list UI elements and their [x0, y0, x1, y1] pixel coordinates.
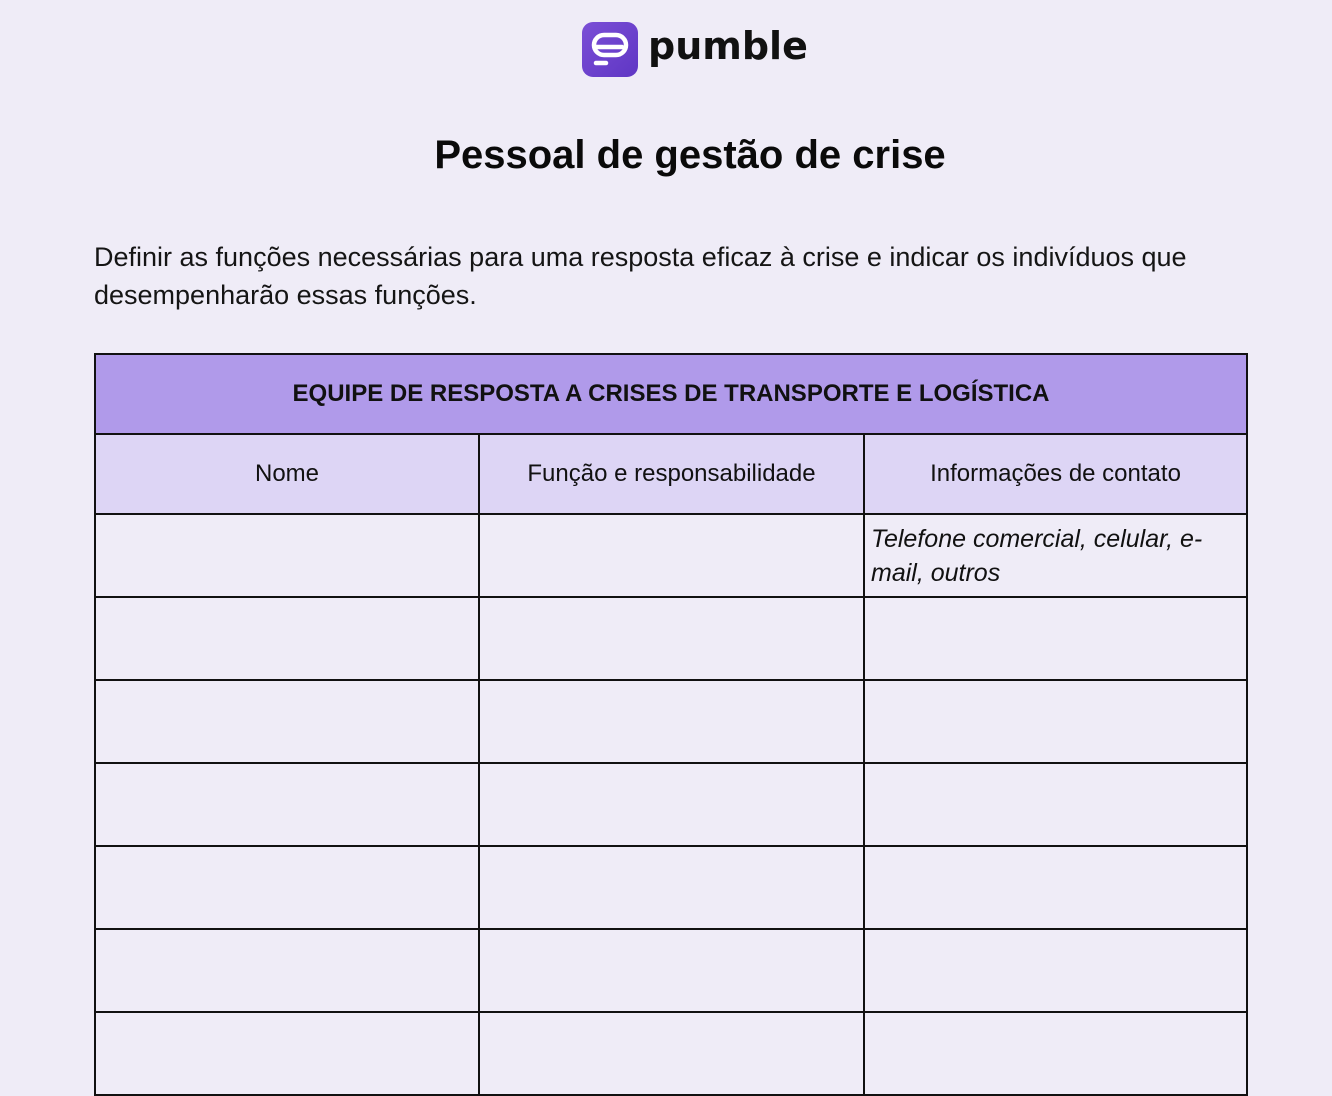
contact-cell[interactable] — [864, 514, 1247, 597]
role-cell[interactable] — [479, 514, 864, 597]
name-cell[interactable] — [95, 929, 479, 1012]
column-header-name: Nome — [95, 434, 479, 514]
name-cell[interactable] — [95, 846, 479, 929]
table-row — [95, 929, 1247, 1012]
column-header-role: Função e responsabilidade — [479, 434, 864, 514]
contact-cell[interactable] — [864, 846, 1247, 929]
crisis-team-table — [94, 353, 1248, 1096]
contact-cell[interactable] — [864, 597, 1247, 680]
role-cell[interactable] — [479, 1012, 864, 1095]
role-cell[interactable] — [479, 929, 864, 1012]
contact-cell[interactable] — [864, 763, 1247, 846]
name-cell[interactable] — [95, 597, 479, 680]
column-header-row — [95, 434, 1247, 514]
brand-logo — [582, 21, 808, 77]
role-cell[interactable] — [479, 763, 864, 846]
intro-text: Definir as funções necessárias para uma resposta eficaz à crise e indicar os indivíduos que desempenharão essas funções. — [94, 242, 1187, 310]
table-row — [95, 846, 1247, 929]
name-cell[interactable] — [95, 514, 479, 597]
contact-cell[interactable] — [864, 680, 1247, 763]
table-heading-row — [95, 354, 1247, 434]
table-row — [95, 514, 1247, 597]
brand-name: pumble — [648, 24, 808, 68]
contact-hint: Telefone comercial, celular, e-mail, outros — [871, 525, 1203, 587]
role-cell[interactable] — [479, 597, 864, 680]
role-cell[interactable] — [479, 680, 864, 763]
page-title: Pessoal de gestão de crise — [434, 133, 946, 177]
pumble-logo-icon — [582, 22, 638, 77]
table-row — [95, 1012, 1247, 1095]
contact-cell[interactable] — [864, 929, 1247, 1012]
column-header-contact: Informações de contato — [864, 434, 1247, 514]
table-row — [95, 680, 1247, 763]
table-row — [95, 763, 1247, 846]
table-row — [95, 597, 1247, 680]
table-heading: EQUIPE DE RESPOSTA A CRISES DE TRANSPORTE E LOGÍSTICA — [95, 354, 1247, 434]
role-cell[interactable] — [479, 846, 864, 929]
name-cell[interactable] — [95, 1012, 479, 1095]
name-cell[interactable] — [95, 680, 479, 763]
name-cell[interactable] — [95, 763, 479, 846]
contact-cell[interactable] — [864, 1012, 1247, 1095]
